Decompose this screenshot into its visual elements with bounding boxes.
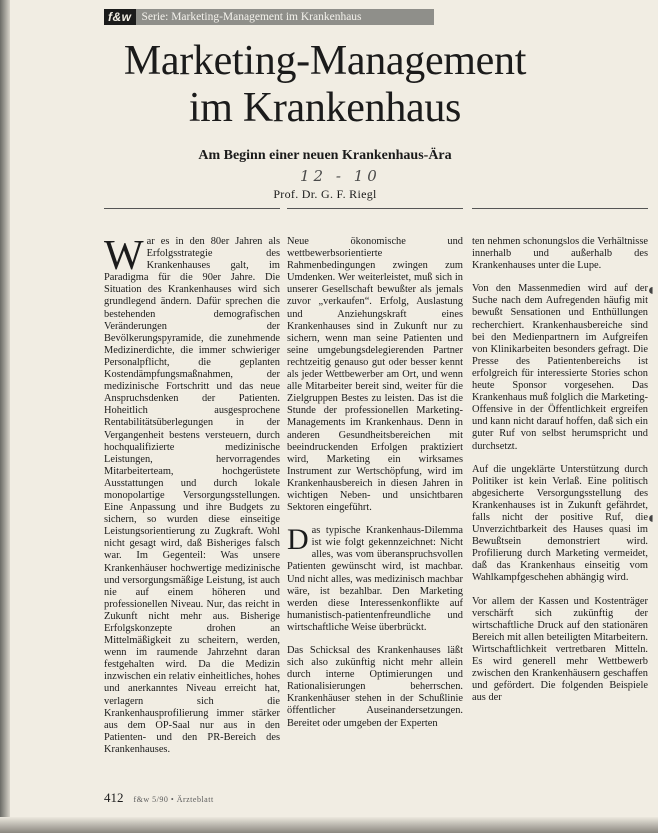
paragraph: Von den Massenmedien wird auf der Suche nach dem Aufregenden häufig mit bewußt Sensationen und Enthüllungen recherchiert. Krankenhausbereiche sind bei den Medienpartnern im Aufgreifen von Klinikarbeiten besonders gefragt. Die Presse des Patientenbereichs ist erfolgreich für interessierte Stories schon heute Sponsor vorgesehen. Das Krankenhaus muß folglich die Marketing-Offensive in der Öffentlichkeit ergreifen und kann nicht darauf hoffen, daß sich ein guter Ruf von selbst herumspricht und durchsetzt. bbox=[472, 283, 648, 452]
journal-logo: f&w bbox=[104, 9, 136, 25]
text-column-2 bbox=[287, 236, 463, 792]
column-rule-1 bbox=[104, 208, 280, 209]
article-subtitle: Am Beginn einer neuen Krankenhaus-Ära bbox=[198, 148, 452, 163]
page-number: 412 bbox=[104, 790, 124, 805]
text-column-3 bbox=[472, 236, 648, 792]
column-rule-2 bbox=[287, 208, 463, 209]
page-edge-shadow bbox=[0, 0, 10, 833]
punch-hole-mark: ◖ bbox=[646, 282, 656, 299]
paragraph: Das Schicksal des Krankenhauses läßt sich also zukünftig nicht mehr allein durch interne Optimierungen und Rationalisierungen beherrschen. Krankenhäuser stehen in der Schußlinie öffentlicher Auseinandersetzungen. Bereitet oder umgeben der Experten bbox=[287, 645, 463, 729]
paragraph: Vor allem der Kassen und Kostenträger verschärft sich zukünftig der wirtschaftliche Druck auf den stationären Bereich mit allen beteiligten Mitarbeitern. Wirtschaftlichkeit vertretbaren Mitteln. Es wird generell mehr Wettbewerb zwischen den Krankenhäusern geschaffen und gefördert. Die folgenden Beispiele aus der bbox=[472, 595, 648, 704]
article-title bbox=[60, 38, 590, 132]
drop-cap: D bbox=[287, 523, 309, 557]
paragraph-text: ar es in den 80er Jahren als Erfolgsstrategie des Krankenhauses galt, im Paradigma für die 90er Jahre. Die Situation des Krankenhauses wird sich grundlegend ändern. Dafür sprechen die bestehenden demografischen Veränderungen der Bevölkerungspyramide, die zunehmende Medizinerdichte, die immer schwieriger Personalpflicht, die geplanten Kostendämpfungsmaßnahmen, der medizinische Fortschritt und das neue Anspruchsdenken der Patienten. Hoheitlich ausgesprochene Rentabilitätsüberlegungen in der Vergangenheit bestens versteuern, durch hochqualifizierte medizinische Leistungen, hervorragendes Mitarbeiterteam, hochgerüstete Ausstattungen und durch lokale monopolartige Versorgungsstellungen. Eine Anpassung und ihre Budgets zu sichern, so wurden diese einseitige Leistungsorientierung zu Zugkraft. Wohl nicht gesagt wird, daß Bisheriges falsch war. Im Gegenteil: Was unsere Krankenhäuser hochwertige medizinische und versorgungsmäßige Leistung, ist auch nie auf einem höheren und professionellen Niveau. Nur, das reicht in Zukunft nicht mehr aus. Bisherige Erfolgskonzepte drohen an Mittelmäßigkeit zu scheitern, werden, wenn im raumende Jahrzehnt daran festgehalten wird. Da die Medizin inzwischen ein relativ einheitliches, hohes und anerkanntes Niveau erreicht hat, verlagern sich die Krankenhausprofilierung immer stärker aus dem OP-Saal nur aus in den Patienten- und den PR-Bereich des Krankenhauses. bbox=[104, 236, 280, 755]
series-header bbox=[104, 7, 434, 27]
paragraph-text: as typische Krankenhaus-Dilemma ist wie folgt gekennzeichnet: Nicht alles, was vom überanspruchsvollen Patienten gewünscht wird, ist machbar. Und nicht alles, was medizinisch machbar wäre, ist bezahlbar. Den Marketing werden diese Interessenkonflikte auf humanistisch-patientenfreundliche und wirtschaftliche Weise überbrückt. bbox=[287, 525, 463, 633]
text-column-1 bbox=[104, 236, 280, 792]
paragraph: Neue ökonomische und wettbewerbsorientierte Rahmenbedingungen zwingen zum Umdenken. Wer weiterleistet, muß sich in unserer Gesellschaft bewußter als jemals zuvor „verkaufen“. Erfolg, Auslastung und Anziehungskraft eines Krankenhauses sind in Zukunft nur zu sichern, wenn man seine Patienten und seine umgebungsdelegierenden Partner rechtzeitig genauso gut oder besser kennt als jeder Wettbewerber am Ort, und wenn alle Mitarbeiter bereit sind, weiter für die Zielgruppen Bestes zu leisten. Das ist die Stunde der professionellen Marketing-Managements im Krankenhaus. Denn in anderen Gesundheitsbereichen mit beeindruckenden Erfolgen praktiziert wird, Marketing ein wirksames Instrument zur Wertschöpfung, wird im Krankenhausbereich in diesen Jahren in wichtigen Neben- und unsichtbaren Sektoren eingeführt. bbox=[287, 236, 463, 514]
article-author: Prof. Dr. G. F. Riegl bbox=[273, 187, 377, 201]
journal-reference: f&w 5/90 • Ärzteblatt bbox=[133, 795, 214, 804]
title-line-2: im Krankenhaus bbox=[188, 85, 462, 131]
page-bottom-shadow bbox=[0, 817, 658, 833]
series-label: Serie: Marketing-Management im Krankenhaus bbox=[136, 9, 434, 25]
paragraph bbox=[104, 236, 280, 756]
title-line-1: Marketing-Management bbox=[123, 38, 527, 84]
paragraph: Auf die ungeklärte Unterstützung durch Politiker ist kein Verlaß. Eine politisch abgesicherte Versorgungsstellung des Krankenhauses ist in Zukunft gefährdet, falls nicht der positive Ruf, die Unverzichtbarkeit des Hauses quasi im Bewußtsein demonstriert wird. Profilierung durch Marketing vermeidet, daß das Krankenhaus einseitig vom Wahlkampfgeschehen abhängig wird. bbox=[472, 463, 648, 584]
paragraph bbox=[287, 525, 463, 634]
drop-cap: W bbox=[104, 236, 144, 279]
handwritten-note: 12 - 10 bbox=[300, 167, 381, 185]
column-rule-3 bbox=[472, 208, 648, 209]
paragraph: ten nehmen schonungslos die Verhältnisse innerhalb und außerhalb des Krankenhauses unter die Lupe. bbox=[472, 236, 648, 272]
page-footer bbox=[104, 790, 214, 806]
punch-hole-mark: ◖ bbox=[646, 510, 656, 527]
